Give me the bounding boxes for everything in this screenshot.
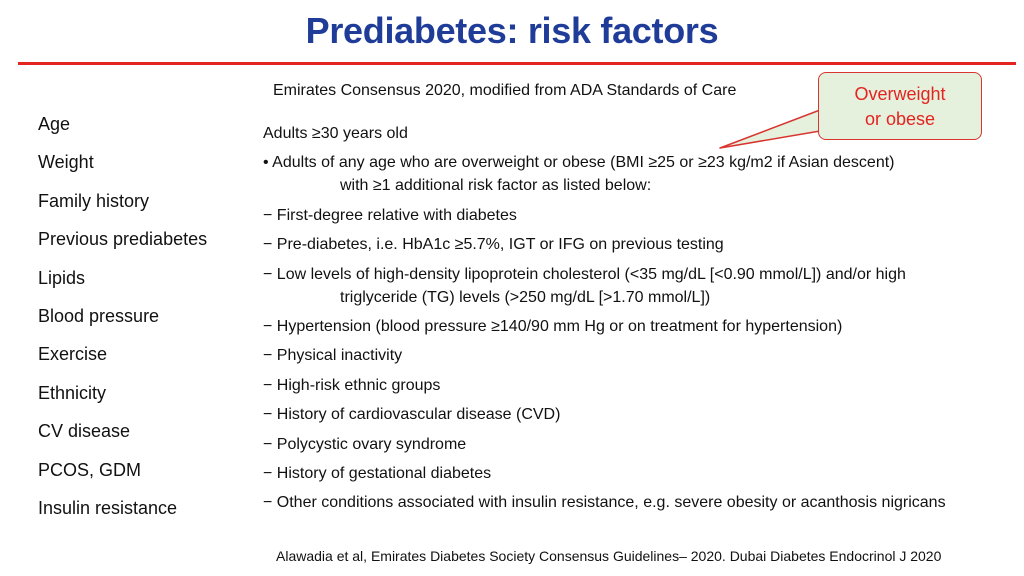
risk-factor-item: Blood pressure	[38, 305, 160, 326]
risk-factor-item: Previous prediabetes	[38, 229, 208, 250]
criteria-item: − Low levels of high-density lipoprotein cholesterol (<35 mg/dL [<0.90 mmol/L]) and/or high triglyceride (TG) levels (>250 mg/dL [>1.70 mmol/L])	[263, 266, 906, 306]
citation-footer: Alawadia et al, Emirates Diabetes Society Consensus Guidelines– 2020. Dubai Diabetes Endocrinol J 2020	[276, 548, 942, 564]
criteria-item: − History of gestational diabetes	[263, 465, 492, 482]
criteria-item: • Adults of any age who are overweight or obese (BMI ≥25 or ≥23 kg/m2 if Asian descent) with ≥1 additional risk factor as listed below:	[263, 154, 895, 194]
risk-factor-item: Family history	[38, 190, 150, 211]
risk-factor-item: Ethnicity	[38, 382, 107, 403]
risk-factor-item: Exercise	[38, 344, 108, 365]
risk-factor-item: Lipids	[38, 267, 86, 288]
criteria-item: − High-risk ethnic groups	[263, 377, 441, 394]
callout-line: Overweight	[854, 84, 946, 104]
criteria-item: − History of cardiovascular disease (CVD)	[263, 406, 561, 423]
criteria-item: − Other conditions associated with insulin resistance, e.g. severe obesity or acanthosis nigricans	[263, 494, 946, 511]
risk-factor-item: Insulin resistance	[38, 497, 178, 518]
callout-overweight	[818, 72, 982, 140]
risk-factor-item: PCOS, GDM	[38, 459, 142, 480]
criteria-item: − Physical inactivity	[263, 347, 403, 364]
criteria-item: Adults ≥30 years old	[263, 125, 408, 142]
risk-factor-item: Weight	[38, 152, 94, 173]
risk-factor-item: Age	[38, 114, 71, 134]
callout-line: or obese	[864, 109, 936, 129]
criteria-item: − Hypertension (blood pressure ≥140/90 mm Hg or on treatment for hypertension)	[263, 318, 843, 335]
criteria-item: − First-degree relative with diabetes	[263, 207, 517, 224]
criteria-item: − Polycystic ovary syndrome	[263, 436, 467, 453]
source-subtitle: Emirates Consensus 2020, modified from ADA Standards of Care	[273, 82, 737, 99]
risk-factor-item: CV disease	[38, 421, 131, 442]
slide-title: Prediabetes: risk factors	[305, 10, 719, 51]
criteria-item: − Pre-diabetes, i.e. HbA1c ≥5.7%, IGT or IFG on previous testing	[263, 236, 724, 253]
